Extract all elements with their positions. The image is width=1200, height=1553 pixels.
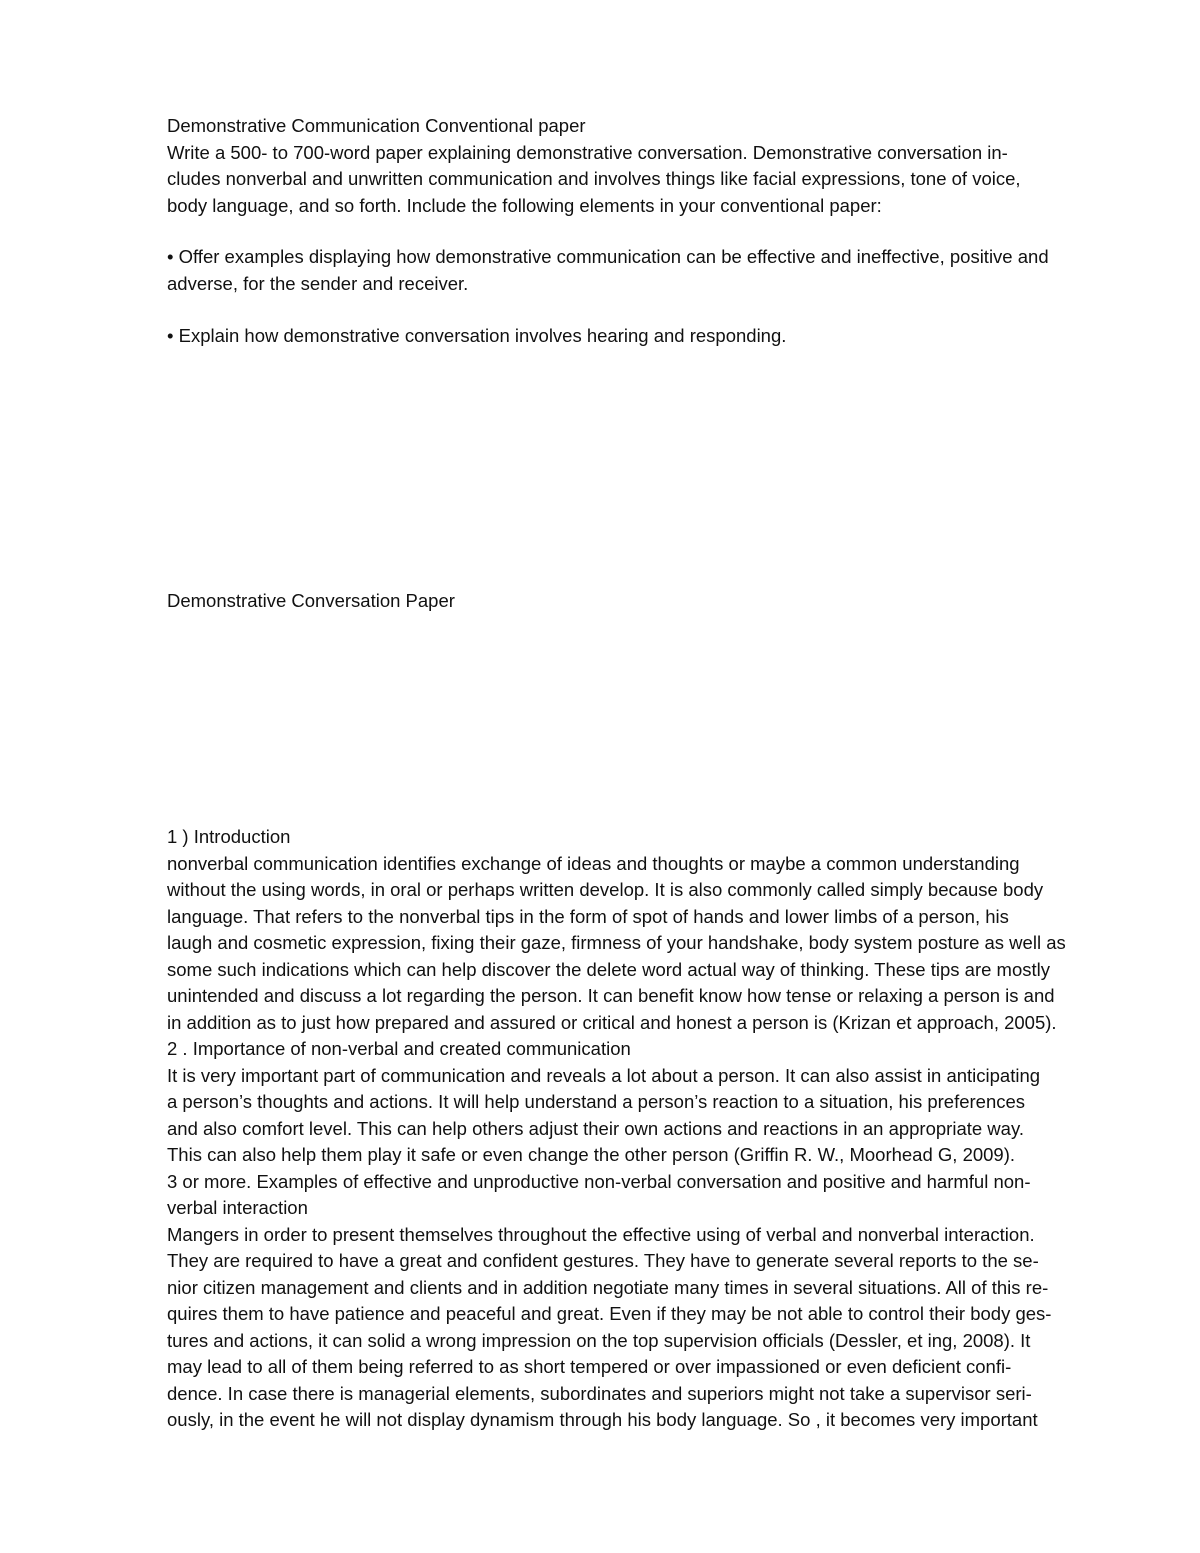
body-line: dence. In case there is managerial elements, subordinates and superiors might not take a supervisor seri-	[167, 1382, 1032, 1404]
body-line: quires them to have patience and peaceful and great. Even if they may be not able to control their body ges-	[167, 1303, 1052, 1324]
bullet-line: • Explain how demonstrative conversation involves hearing and responding.	[167, 325, 787, 346]
paper-title-section	[167, 588, 1127, 615]
paper-body	[167, 824, 1127, 1434]
paper-title: Demonstrative Conversation Paper	[167, 590, 455, 611]
body-line: may lead to all of them being referred to as short tempered or over impassioned or even deficient confi-	[167, 1356, 1012, 1377]
assignment-prompt	[167, 113, 1127, 219]
body-line: without the using words, in oral or perhaps written develop. It is also commonly called simply because body	[167, 879, 1044, 900]
body-line: laugh and cosmetic expression, fixing their gaze, firmness of your handshake, body system posture as well as	[167, 932, 1066, 953]
bullet-line: adverse, for the sender and receiver.	[167, 272, 469, 294]
body-line: unintended and discuss a lot regarding the person. It can benefit know how tense or relaxing a person is and	[167, 985, 1055, 1006]
body-line: nonverbal communication identifies exchange of ideas and thoughts or maybe a common understanding	[167, 852, 1020, 874]
bullet-item-explain	[167, 323, 1127, 350]
section-heading: verbal interaction	[167, 1197, 308, 1218]
bullet-item-examples	[167, 244, 1127, 297]
body-line: in addition as to just how prepared and assured or critical and honest a person is (Krizan et approach, 2005).	[167, 1011, 1057, 1033]
body-line: a person’s thoughts and actions. It will help understand a person’s reaction to a situation, his preferences	[167, 1091, 1026, 1112]
bullet-line: • Offer examples displaying how demonstrative communication can be effective and ineffective, positive and	[167, 246, 1049, 267]
prompt-line: body language, and so forth. Include the following elements in your conventional paper:	[167, 194, 882, 216]
prompt-line: cludes nonverbal and unwritten communication and involves things like facial expressions, tone of voice,	[167, 168, 1021, 189]
document-title: Demonstrative Communication Conventional paper	[167, 115, 586, 136]
section-heading: 3 or more. Examples of effective and unproductive non-verbal conversation and positive and harmful non-	[167, 1170, 1031, 1192]
section-heading: 1 ) Introduction	[167, 826, 291, 847]
body-line: nior citizen management and clients and in addition negotiate many times in several situations. All of this re-	[167, 1276, 1049, 1298]
body-line: This can also help them play it safe or even change the other person (Griffin R. W., Moorhead G, 2009).	[167, 1144, 1016, 1165]
body-line: tures and actions, it can solid a wrong impression on the top supervision officials (Dessler, et ing, 2008). It	[167, 1329, 1031, 1351]
body-line: some such indications which can help discover the delete word actual way of thinking. These tips are mostly	[167, 958, 1050, 980]
body-line: language. That refers to the nonverbal tips in the form of spot of hands and lower limbs of a person, his	[167, 905, 1009, 927]
body-line: They are required to have a great and confident gestures. They have to generate several reports to the se-	[167, 1250, 1039, 1271]
body-line: and also comfort level. This can help others adjust their own actions and reactions in an appropriate way.	[167, 1117, 1024, 1139]
section-heading: 2 . Importance of non-verbal and created communication	[167, 1038, 631, 1059]
body-line: ously, in the event he will not display dynamism through his body language. So , it becomes very important	[167, 1409, 1038, 1430]
prompt-line: Write a 500- to 700-word paper explaining demonstrative conversation. Demonstrative conversation in-	[167, 141, 1008, 163]
body-line: Mangers in order to present themselves throughout the effective using of verbal and nonverbal interaction.	[167, 1223, 1035, 1245]
body-line: It is very important part of communication and reveals a lot about a person. It can also assist in anticipating	[167, 1064, 1041, 1086]
